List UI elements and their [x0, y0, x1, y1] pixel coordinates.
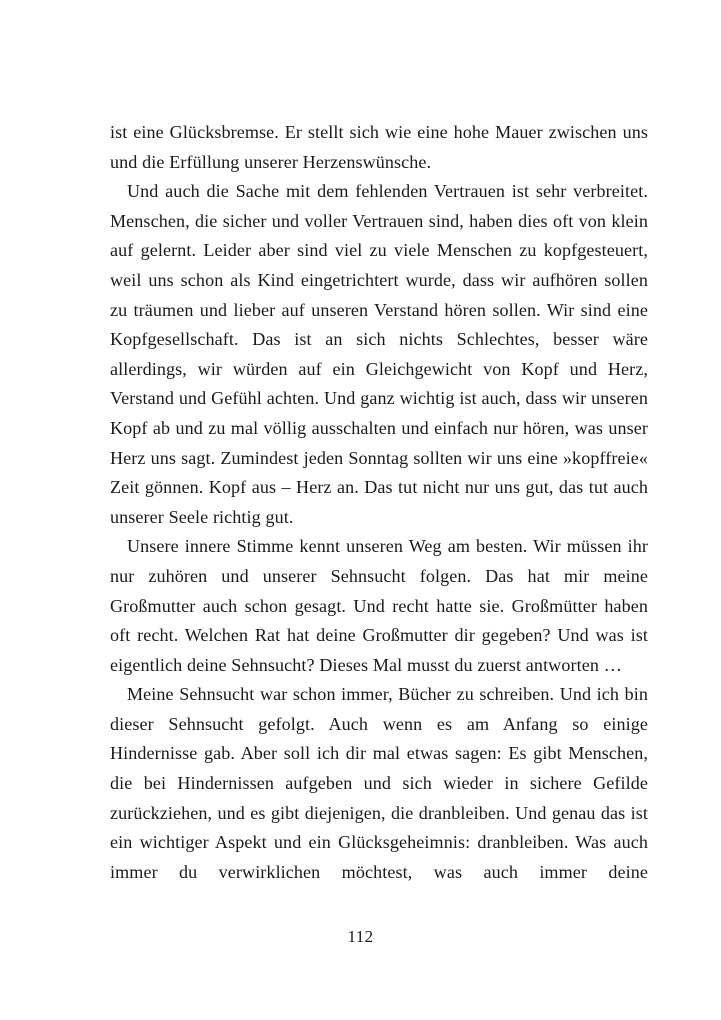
- page-text-block: [110, 118, 648, 887]
- paragraph-continuation: ist eine Glücksbremse. Er stellt sich wie eine hohe Mauer zwischen uns und die Erfüllung unserer Herzenswünsche.: [110, 122, 648, 172]
- paragraph-trust-and-head-society: Und auch die Sache mit dem fehlenden Vertrauen ist sehr verbreitet. Menschen, die sicher und voller Vertrauen sind, haben dies oft von klein auf gelernt. Leider aber sind viel zu viele Menschen zu kopfgesteuert, weil uns schon als Kind eingetrichtert wurde, dass wir aufhören sollen zu träumen und lieber auf unseren Verstand hören sollen. Wir sind eine Kopfgesellschaft. Das ist an sich nichts Schlechtes, besser wäre allerdings, wir würden auf ein Gleichgewicht von Kopf und Herz, Verstand und Gefühl achten. Und ganz wichtig ist auch, dass wir unseren Kopf ab und zu mal völlig ausschalten und einfach nur hören, was unser Herz uns sagt. Zumindest jeden Sonntag sollten wir uns eine »kopffreie« Zeit gönnen. Kopf aus – Herz an. Das tut nicht nur uns gut, das tut auch unserer Seele richtig gut.: [110, 181, 648, 527]
- page-number: 112: [347, 927, 374, 946]
- paragraph-inner-voice: Unsere innere Stimme kennt unseren Weg am besten. Wir müssen ihr nur zuhören und unserer Sehnsucht folgen. Das hat mir meine Großmutter auch schon gesagt. Und recht hatte sie. Großmütter haben oft recht. Welchen Rat hat deine Großmutter dir gegeben? Und was ist eigentlich deine Sehnsucht? Dieses Mal musst du zuerst antworten …: [110, 536, 648, 675]
- paragraph-my-longing: Meine Sehnsucht war schon immer, Bücher zu schreiben. Und ich bin dieser Sehnsucht gefolgt. Auch wenn es am Anfang so einige Hindernisse gab. Aber soll ich dir mal etwas sagen: Es gibt Menschen, die bei Hindernissen aufgeben und sich wieder in sichere Gefilde zurückziehen, und es gibt diejenigen, die dranbleiben. Und genau das ist ein wichtiger Aspekt und ein Glücksgeheimnis: dranbleiben. Was auch immer du verwirklichen möchtest, was auch immer deine: [110, 684, 648, 882]
